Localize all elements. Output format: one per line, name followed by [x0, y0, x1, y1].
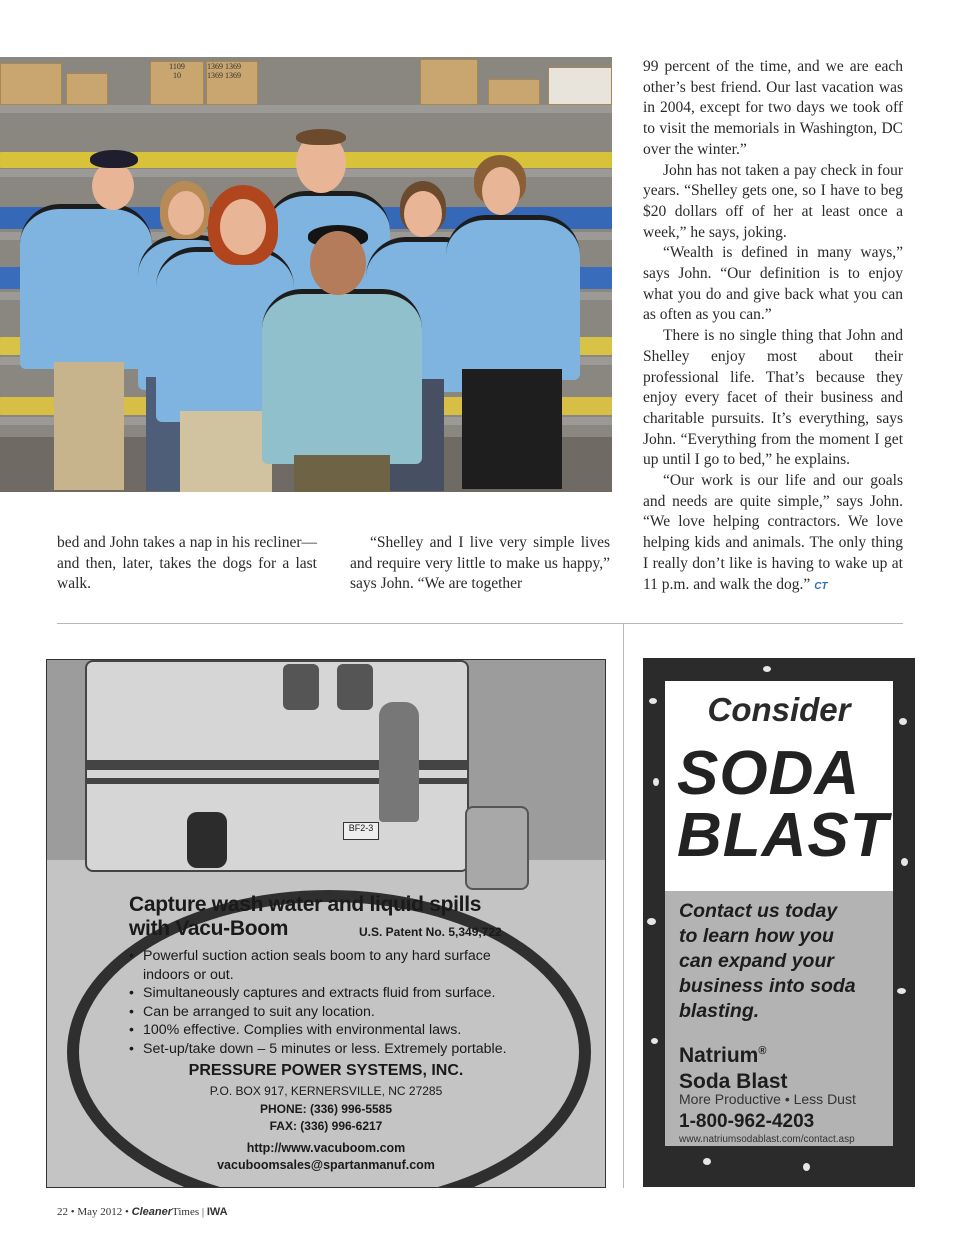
sodablast-ad: [643, 658, 915, 1187]
speckle: [901, 858, 908, 866]
page-number: 22: [57, 1206, 68, 1218]
cap: [90, 150, 138, 168]
pub-italic: Cleaner: [131, 1206, 172, 1218]
speckle: [803, 1163, 810, 1171]
cardboard-box: [488, 79, 540, 105]
feature-item: • Can be arranged to suit any location.: [129, 1003, 539, 1022]
rv-window: [337, 664, 373, 710]
shirt: [446, 215, 580, 380]
section-divider: [57, 623, 903, 624]
shirt: [262, 289, 422, 464]
blast-text: BLAST: [677, 801, 889, 870]
hair: [296, 129, 346, 145]
shirt: [20, 204, 152, 369]
face: [92, 162, 134, 210]
article-column-3: [643, 57, 903, 597]
paragraph: [643, 471, 903, 597]
ad-url[interactable]: www.natriumsodablast.com/contact.asp: [679, 1134, 855, 1145]
footer-separator: |: [201, 1206, 205, 1218]
end-mark: CT: [814, 580, 828, 592]
ad-contact-text: [679, 899, 889, 1024]
footer-bullet: •: [70, 1206, 75, 1218]
pub-times: Times: [172, 1206, 200, 1218]
paragraph: There is no single thing that John and Shelley enjoy most about their professional life. That’s because they enjoy every facet of their business and charitable pursuits. It’s everything, says John. “Everything from the moment I get up until I go to bed,” he explains.: [643, 327, 903, 469]
speckle: [649, 698, 657, 704]
paragraph: “Wealth is defined in many ways,” says John. “Our definition is to enjoy what you do and give back what you can as often as you can.”: [643, 244, 903, 324]
contact-line: can expand your: [679, 950, 834, 972]
box-label: 1369: [225, 62, 241, 71]
article-column-1: [57, 533, 317, 595]
ad-header-panel: [665, 681, 893, 891]
speckle: [897, 988, 906, 994]
paragraph: John has not taken a pay check in four years. “Shelley gets one, so I have to beg $20 dollars off of her at least once a week,” he says, joking.: [643, 161, 903, 241]
face: [220, 199, 266, 255]
contact-line: to learn how you: [679, 925, 834, 947]
company-url[interactable]: http://www.vacuboom.com: [246, 1141, 406, 1155]
speckle: [651, 1038, 658, 1044]
feature-item: • Powerful suction action seals boom to any hard surface indoors or out.: [129, 947, 539, 984]
contact-line: Contact us today: [679, 900, 838, 922]
brand-name: Natrium: [679, 1044, 759, 1067]
vacuum-unit: [465, 806, 529, 890]
company-phone: PHONE: (336) 996-5585: [259, 1102, 393, 1116]
ad-phone: 1-800-962-4203: [679, 1111, 815, 1132]
pants: [180, 411, 272, 492]
vacuboom-ad: [46, 659, 606, 1188]
box-label: 10: [173, 71, 181, 80]
issue-date: May 2012: [77, 1206, 123, 1218]
ad-brand: [679, 1038, 788, 1095]
ad-tagline: More Productive • Less Dust: [679, 1091, 856, 1107]
face: [404, 191, 442, 237]
box-label: 1369: [207, 62, 223, 71]
speckle: [653, 778, 659, 786]
speckle: [647, 918, 656, 925]
soda-text: SODA: [677, 739, 861, 808]
company-name: PRESSURE POWER SYSTEMS, INC.: [188, 1062, 464, 1079]
face: [482, 167, 520, 215]
page-footer: [57, 1206, 228, 1218]
company-email[interactable]: vacuboomsales@spartanmanuf.com: [217, 1158, 435, 1172]
speckle: [899, 718, 907, 725]
box-label: 1369: [225, 71, 241, 80]
feature-item: • 100% effective. Complies with environmental laws.: [129, 1021, 539, 1040]
face: [310, 231, 366, 295]
paragraph: bed and John takes a nap in his recliner—and then, later, takes the dogs for a last walk.: [57, 534, 317, 593]
company-fax: FAX: (336) 996-6217: [269, 1119, 383, 1133]
ad-headline: Capture wash water and liquid spills: [129, 893, 482, 916]
paragraph-text: “Our work is our life and our goals and needs are quite simple,” says John. “We love helping contractors. We love helping kids and animals. The only thing I really don’t like is having to wake up at 11 p.m. and walk the dog.”: [643, 472, 903, 593]
column-divider: [623, 623, 624, 1188]
contact-line: blasting.: [679, 1000, 760, 1022]
box-label: 1109: [169, 62, 185, 71]
rv-wheel: [187, 812, 227, 868]
license-plate: BF2-3: [343, 822, 379, 840]
ad-headline: with Vacu-Boom: [129, 917, 289, 940]
paragraph: 99 percent of the time, and we are each other’s best friend. Our last vacation was in 2004, except for two days we took off to visit the memorials in Washington, DC over the winter.”: [643, 58, 903, 158]
speckle: [703, 1158, 711, 1165]
article-column-2: [350, 533, 610, 595]
cardboard-box: [150, 61, 204, 105]
registered-mark: ®: [758, 1045, 767, 1057]
cardboard-box: [420, 59, 478, 105]
paragraph: “Shelley and I live very simple lives and require very little to make us happy,” says John. “We are together: [350, 534, 610, 593]
pants: [462, 369, 562, 489]
company-address: P.O. BOX 917, KERNERSVILLE, NC 27285: [209, 1084, 443, 1098]
cardboard-box: [548, 67, 612, 105]
feature-item: • Simultaneously captures and extracts fluid from surface.: [129, 984, 539, 1003]
pants: [294, 455, 390, 492]
staff-photo: [0, 57, 612, 492]
feature-list: [129, 947, 539, 1059]
pants: [54, 362, 124, 490]
box-label: 1369: [207, 71, 223, 80]
cardboard-box: [206, 61, 258, 105]
face: [168, 191, 204, 235]
ad-consider: Consider: [707, 691, 851, 728]
speckle: [763, 666, 771, 672]
rv-window: [283, 664, 319, 710]
worker-illustration: [379, 702, 419, 822]
pub-iwa: IWA: [206, 1206, 228, 1218]
publication-name: [132, 1206, 199, 1218]
shelf: [0, 105, 612, 113]
contact-line: business into soda: [679, 975, 856, 997]
footer-bullet: •: [125, 1206, 129, 1218]
cardboard-box: [66, 73, 108, 105]
patent-number: U.S. Patent No. 5,349,722: [359, 925, 502, 939]
feature-item: • Set-up/take down – 5 minutes or less. Extremely portable.: [129, 1040, 539, 1059]
ad-info-panel: [665, 891, 893, 1146]
brand-name: Soda Blast: [679, 1070, 788, 1093]
cardboard-box: [0, 63, 62, 105]
ad-soda-blast-logo: [677, 739, 889, 870]
